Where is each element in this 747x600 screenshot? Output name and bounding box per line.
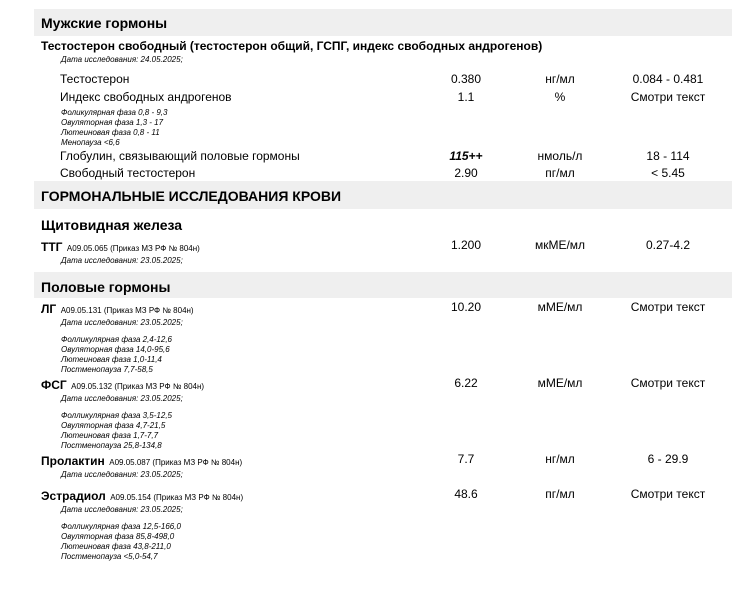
row-name-free-testosterone: Свободный тестостерон: [60, 166, 196, 180]
value-lh: 10.20: [450, 300, 482, 314]
ref-estradiol: Смотри текст: [630, 487, 706, 501]
test-fsh: [41, 376, 204, 394]
test-estradiol: [41, 487, 243, 505]
reference-note: Постменопауза <5,0-54,7: [61, 552, 158, 561]
reference-note: Фолликулярная фаза 12,5-166,0: [61, 522, 181, 531]
test-code: A09.05.131 (Приказ МЗ РФ № 804н): [60, 306, 194, 315]
test-group-title: Тестостерон свободный (тестостерон общий, ГСПГ, индекс свободных андрогенов): [41, 39, 543, 53]
study-date: Дата исследования: 23.05.2025;: [61, 505, 183, 514]
reference-note: Постменопауза 7,7-58,5: [61, 365, 153, 374]
ref-fsh: Смотри текст: [630, 376, 706, 390]
test-lh: [41, 300, 194, 318]
row-unit-free-testosterone: пг/мл: [545, 166, 575, 180]
reference-note: Фолликулярная фаза 2,4-12,6: [61, 335, 172, 344]
row-unit-shbg: нмоль/л: [537, 149, 583, 163]
row-ref-testosterone: 0.084 - 0.481: [632, 72, 704, 86]
reference-note: Овуляторная фаза 14,0-95,6: [61, 345, 170, 354]
reference-note: Овуляторная фаза 4,7-21,5: [61, 421, 166, 430]
row-name-shbg: Глобулин, связывающий половые гормоны: [60, 149, 300, 163]
row-name-testosterone: Тестостерон: [60, 72, 130, 86]
section-title-thyroid: Щитовидная железа: [41, 217, 183, 233]
test-code: A09.05.065 (Приказ МЗ РФ № 804н): [66, 244, 200, 253]
unit-lh: мМЕ/мл: [537, 300, 583, 314]
row-value-shbg: 115++: [449, 149, 483, 163]
study-date: Дата исследования: 24.05.2025;: [61, 55, 183, 64]
section-title-male: Мужские гормоны: [41, 15, 168, 31]
reference-note: Лютеиновая фаза 1,0-11,4: [61, 355, 162, 364]
study-date: Дата исследования: 23.05.2025;: [61, 318, 183, 327]
row-ref-free-testosterone: < 5.45: [651, 166, 685, 180]
section-title-blood: ГОРМОНАЛЬНЫЕ ИССЛЕДОВАНИЯ КРОВИ: [41, 188, 342, 204]
unit-prolactin: нг/мл: [545, 452, 575, 466]
ref-tsh: 0.27-4.2: [645, 238, 691, 252]
test-name: ЛГ: [41, 302, 57, 316]
test-code: A09.05.132 (Приказ МЗ РФ № 804н): [71, 382, 205, 391]
reference-note: Лютеиновая фаза 0,8 - 11: [61, 128, 160, 137]
study-date: Дата исследования: 23.05.2025;: [61, 394, 183, 403]
ref-prolactin: 6 - 29.9: [647, 452, 689, 466]
row-value-fai: 1.1: [457, 90, 475, 104]
reference-note: Овуляторная фаза 85,8-498,0: [61, 532, 175, 541]
test-tsh: [41, 238, 200, 256]
unit-estradiol: пг/мл: [545, 487, 575, 501]
reference-note: Постменопауза 25,8-134,8: [61, 441, 162, 450]
reference-note: Лютеиновая фаза 43,8-211,0: [61, 542, 171, 551]
row-unit-testosterone: нг/мл: [545, 72, 575, 86]
row-value-free-testosterone: 2.90: [454, 166, 478, 180]
test-code: A09.05.087 (Приказ МЗ РФ № 804н): [109, 458, 243, 467]
test-name: Пролактин: [41, 454, 105, 468]
value-estradiol: 48.6: [454, 487, 478, 501]
row-ref-shbg: 18 - 114: [646, 149, 690, 163]
row-ref-fai: Смотри текст: [630, 90, 706, 104]
test-name: Эстрадиол: [41, 489, 106, 503]
row-unit-fai: %: [554, 90, 566, 104]
test-name: ФСГ: [41, 378, 67, 392]
study-date: Дата исследования: 23.05.2025;: [61, 256, 183, 265]
reference-note: Фоликулярная фаза 0,8 - 9,3: [61, 108, 168, 117]
reference-note: Фолликулярная фаза 3,5-12,5: [61, 411, 172, 420]
reference-note: Овуляторная фаза 1,3 - 17: [61, 118, 164, 127]
study-date: Дата исследования: 23.05.2025;: [61, 470, 183, 479]
value-tsh: 1.200: [450, 238, 482, 252]
row-value-testosterone: 0.380: [450, 72, 482, 86]
value-prolactin: 7.7: [457, 452, 475, 466]
test-prolactin: [41, 452, 242, 470]
unit-tsh: мкМЕ/мл: [534, 238, 586, 252]
test-code: A09.05.154 (Приказ МЗ РФ № 804н): [110, 493, 244, 502]
section-title-sex: Половые гормоны: [41, 279, 171, 295]
reference-note: Лютеиновая фаза 1,7-7,7: [61, 431, 159, 440]
row-name-fai: Индекс свободных андрогенов: [60, 90, 232, 104]
reference-note: Менопауза <6,6: [61, 138, 120, 147]
test-name: ТТГ: [41, 240, 63, 254]
value-fsh: 6.22: [454, 376, 478, 390]
ref-lh: Смотри текст: [630, 300, 706, 314]
unit-fsh: мМЕ/мл: [537, 376, 583, 390]
